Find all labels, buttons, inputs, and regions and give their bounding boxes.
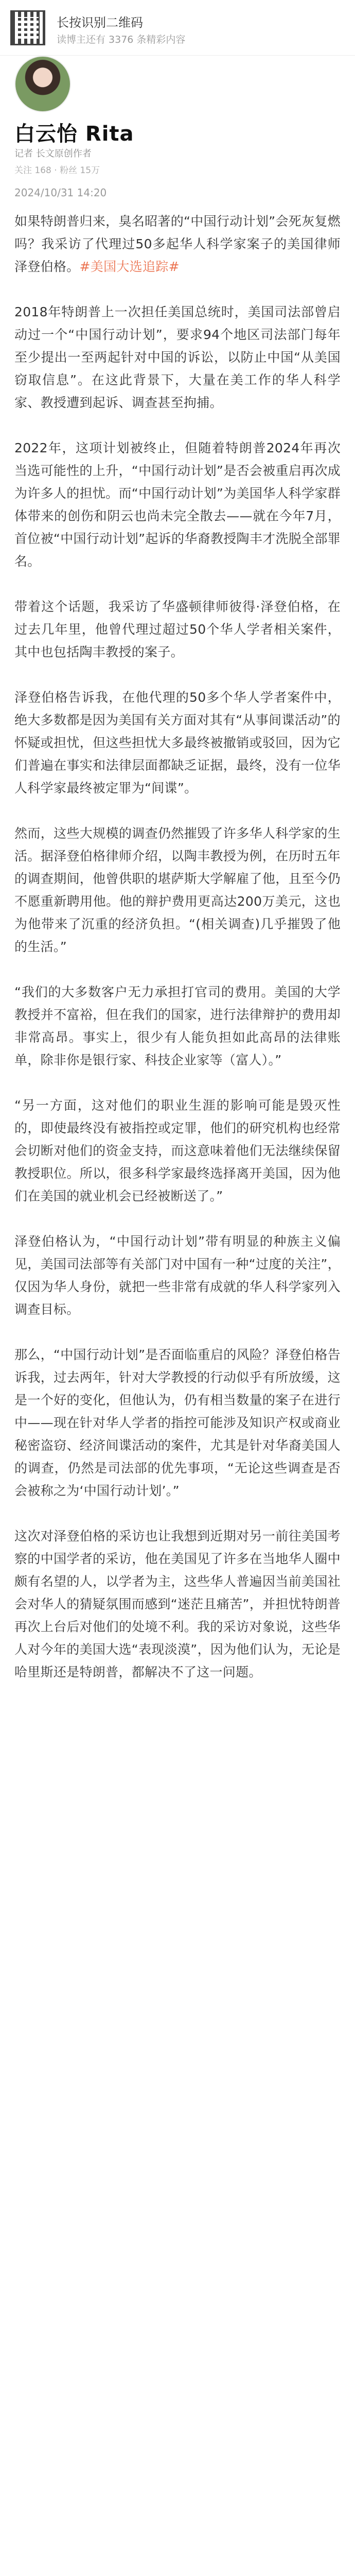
article-body <box>14 210 341 1706</box>
paragraph: 然而，这些大规模的调查仍然摧毁了许多华人科学家的生活。据泽登伯格律师介绍，以陶丰教授为例，在历时五年的调查期间，他曾供职的堪萨斯大学解雇了他，且至今仍不愿重新聘用他。他的辩护费用更高达200万美元，这也为他带来了沉重的经济负担。“(相关调查)几乎摧毁了他的生活。” <box>14 826 341 954</box>
hashtag-link[interactable]: #美国大选追踪# <box>79 259 180 274</box>
author-name[interactable]: 白云怡 Rita <box>14 122 134 146</box>
banner-title: 长按识别二维码 <box>57 15 143 30</box>
avatar[interactable] <box>14 56 71 112</box>
author-role: 记者 长文原创作者 <box>14 148 92 159</box>
paragraph: 如果特朗普归来，臭名昭著的“中国行动计划”会死灰复燃吗？我采访了代理过50多起华人科学家案子的美国律师泽登伯格。#美国大选追踪# <box>14 214 341 274</box>
paragraph: 带着这个话题，我采访了华盛顿律师彼得·泽登伯格，在过去几年里，他曾代理过超过50个华人学者相关案件，其中也包括陶丰教授的案子。 <box>14 599 341 659</box>
top-banner <box>0 0 355 56</box>
banner-subtitle: 读博主还有 3376 条精彩内容 <box>57 34 186 45</box>
paragraph: “另一方面，这对他们的职业生涯的影响可能是毁灭性的，即使最终没有被指控或定罪，他们的研究机构也经常会切断对他们的资金支持，而这意味着他们无法继续保留教授职位。所以，很多科学家最终选择离开美国，因为他们在美国的就业机会已经被断送了。” <box>14 1098 341 1204</box>
paragraph: 泽登伯格告诉我，在他代理的50多个华人学者案件中，绝大多数都是因为美国有关方面对其有“从事间谍活动”的怀疑或担忧，但这些担忧大多最终被撤销或驳回，因为它们普遍在事实和法律层面都缺乏证据，最终，没有一位华人科学家最终被定罪为“间谍”。 <box>14 690 341 795</box>
post-date: 2024/10/31 14:20 <box>14 187 107 199</box>
author-card <box>0 62 355 180</box>
paragraph: 2018年特朗普上一次担任美国总统时，美国司法部曾启动过一个“中国行动计划”，要求94个地区司法部门每年至少提出一至两起针对中国的诉讼，以防止中国“从美国窃取信息”。在这此背景下，大量在美工作的华人科学家、教授遭到起诉、调查甚至拘捕。 <box>14 304 341 410</box>
paragraph: 这次对泽登伯格的采访也让我想到近期对另一前往美国考察的中国学者的采访，他在美国见了许多在当地华人圈中颇有名望的人，以学者为主，这些华人普遍因当前美国社会对华人的猜疑氛围而感到“迷茫且痛苦”，并担忧特朗普再次上台后对他们的处境不利。我的采访对象说，这些华人对今年的美国大选“表现淡漠”，因为他们认为，无论是哈里斯还是特朗普，都解决不了这一问题。 <box>14 1529 341 1680</box>
qr-code-icon[interactable] <box>10 10 45 45</box>
paragraph: “我们的大多数客户无力承担打官司的费用。美国的大学教授并不富裕，但在我们的国家，进行法律辩护的费用却非常高昂。事实上，很少有人能负担如此高昂的法律账单，除非你是银行家、科技企业家等（富人）。” <box>14 985 341 1067</box>
paragraph: 泽登伯格认为，“中国行动计划”带有明显的种族主义偏见，美国司法部等有关部门对中国有一种“过度的关注”，仅因为华人身份，就把一些非常有成就的华人科学家列入调查目标。 <box>14 1234 341 1317</box>
author-meta: 关注 168 · 粉丝 15万 <box>14 165 100 176</box>
paragraph: 2022年，这项计划被终止，但随着特朗普2024年再次当选可能性的上升，“中国行动计划”是否会被重启再次成为许多人的担忧。而“中国行动计划”为美国华人科学家群体带来的创伤和阴云也尚未完全散去——就在今年7月，首位被“中国行动计划”起诉的华裔教授陶丰才洗脱全部罪名。 <box>14 440 341 569</box>
paragraph: 那么，“中国行动计划”是否面临重启的风险？泽登伯格告诉我，过去两年，针对大学教授的行动似乎有所放缓，这是一个好的变化，但他认为，仍有相当数量的案子在进行中——现在针对华人学者的指控可能涉及知识产权或商业秘密盗窃、经济间谍活动的案件，尤其是针对华裔美国人的调查，仍然是司法部的优先事项，“无论这些调查是否会被称之为‘中国行动计划’。” <box>14 1347 341 1498</box>
